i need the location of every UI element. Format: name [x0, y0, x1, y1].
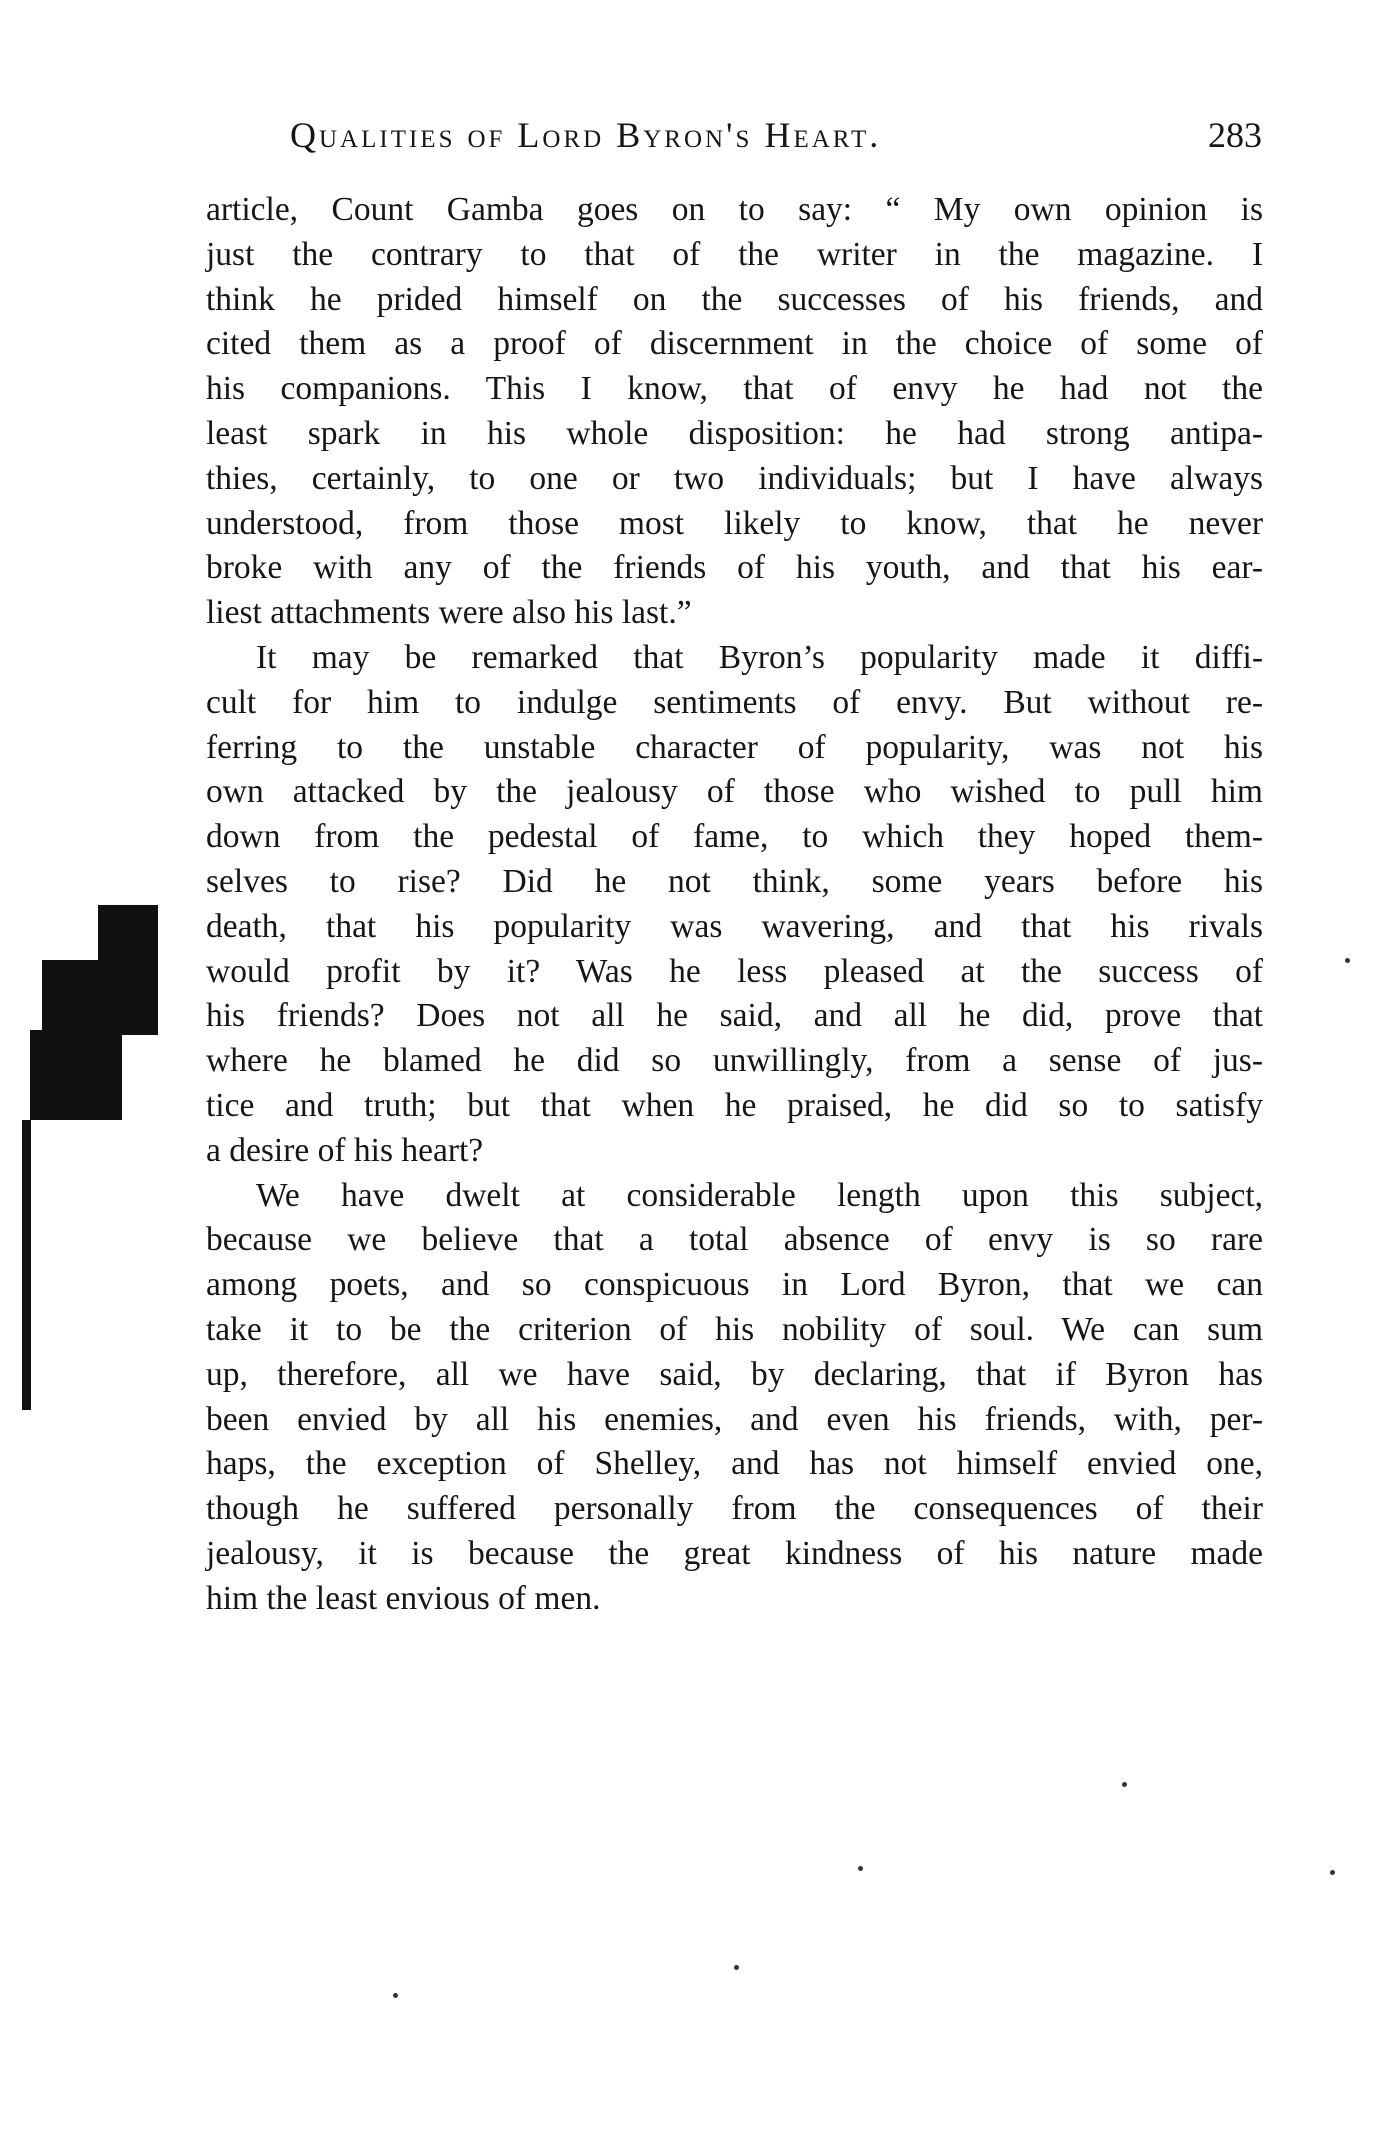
scan-speck [858, 1866, 863, 1871]
text-line: because we believe that a total absence of envy is so rare [206, 1221, 1263, 1259]
text-line: been envied by all his enemies, and even his friends, with, per- [206, 1400, 1263, 1438]
text-line: a desire of his heart? [206, 1131, 484, 1169]
text-line: selves to rise? Did he not think, some years before his [206, 862, 1263, 900]
text-line: up, therefore, all we have said, by declaring, that if Byron has [206, 1355, 1263, 1393]
text-line: death, that his popularity was wavering, and that his rivals [206, 907, 1263, 945]
text-line: him the least envious of men. [206, 1579, 601, 1617]
text-line: ferring to the unstable character of popularity, was not his [206, 728, 1263, 766]
scan-speck [1330, 1870, 1335, 1875]
text-line: jealousy, it is because the great kindness of his nature made [206, 1534, 1263, 1572]
scan-speck [1122, 1782, 1127, 1787]
text-line: take it to be the criterion of his nobility of soul. We can sum [206, 1310, 1263, 1348]
text-line: least spark in his whole disposition: he had strong antipa- [206, 414, 1263, 452]
text-line: tice and truth; but that when he praised, he did so to satisfy [206, 1086, 1263, 1124]
text-line: cult for him to indulge sentiments of envy. But without re- [206, 683, 1263, 721]
text-line: understood, from those most likely to know, that he never [206, 504, 1263, 542]
text-line: just the contrary to that of the writer in the magazine. I [206, 235, 1263, 273]
text-line: We have dwelt at considerable length upon this subject, [256, 1176, 1263, 1214]
scan-artifact-mark [30, 1030, 105, 1120]
running-title: Qualities of Lord Byron's Heart. [290, 115, 882, 155]
text-line: broke with any of the friends of his youth, and that his ear- [206, 549, 1263, 587]
text-line: down from the pedestal of fame, to which they hoped them- [206, 818, 1263, 856]
text-line: his friends? Does not all he said, and all he did, prove that [206, 997, 1263, 1035]
text-line: cited them as a proof of discernment in the choice of some of [206, 325, 1263, 363]
running-head [290, 114, 1262, 164]
text-line: would profit by it? Was he less pleased at the success of [206, 952, 1263, 990]
page-number: 283 [1208, 115, 1262, 155]
text-line: though he suffered personally from the consequences of their [206, 1490, 1263, 1528]
scan-speck [734, 1965, 739, 1970]
text-line: among poets, and so conspicuous in Lord Byron, that we can [206, 1266, 1263, 1304]
text-line: own attacked by the jealousy of those who wished to pull him [206, 773, 1263, 811]
scan-speck [393, 1993, 398, 1998]
text-line: thies, certainly, to one or two individuals; but I have always [206, 459, 1263, 497]
text-line: where he blamed he did so unwillingly, from a sense of jus- [206, 1042, 1263, 1080]
text-line: It may be remarked that Byron’s popularity made it diffi- [256, 638, 1263, 676]
text-line: his companions. This I know, that of envy he had not the [206, 370, 1263, 408]
scan-speck [1345, 958, 1350, 963]
text-line: liest attachments were also his last.” [206, 594, 692, 632]
text-line: article, Count Gamba goes on to say: “ My own opinion is [206, 191, 1263, 228]
text-line: think he prided himself on the successes of his friends, and [206, 280, 1263, 318]
text-line: haps, the exception of Shelley, and has not himself envied one, [206, 1445, 1263, 1483]
scan-artifact-rule [22, 1120, 31, 1410]
body-text [206, 188, 1263, 1622]
